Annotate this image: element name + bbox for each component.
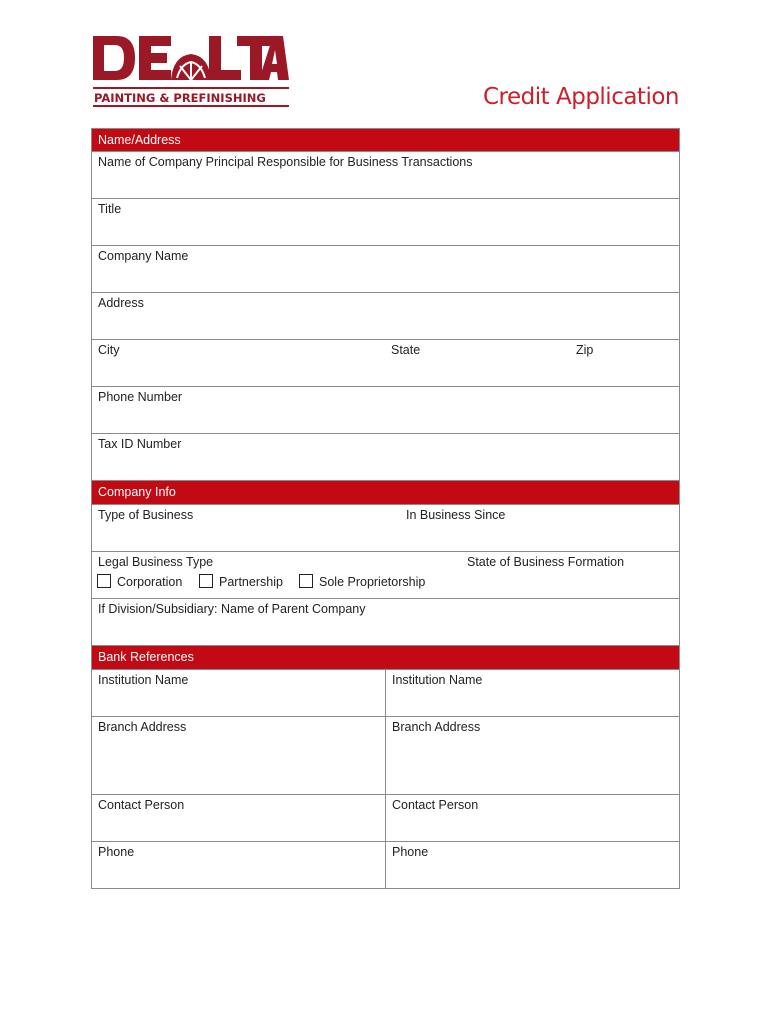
- tax-id-field[interactable]: [91, 434, 680, 481]
- institution-field-2[interactable]: [386, 670, 679, 716]
- state-of-formation-label: State of Business Formation: [467, 555, 625, 569]
- checkbox-icon[interactable]: [199, 574, 213, 588]
- type-of-business-label: Type of Business: [98, 508, 194, 522]
- tax-id-label: Tax ID Number: [98, 437, 182, 451]
- contact-person-label: Contact Person: [98, 798, 185, 812]
- phone-number-label: Phone Number: [98, 390, 183, 404]
- delta-logo: [91, 32, 290, 108]
- bank-phone-label: Phone: [392, 845, 429, 859]
- section-header-bank-references: Bank References: [91, 646, 680, 670]
- branch-address-field-1[interactable]: [92, 717, 386, 794]
- corporation-label: Corporation: [117, 575, 183, 589]
- partnership-label: Partnership: [219, 575, 283, 589]
- contact-person-label: Contact Person: [392, 798, 479, 812]
- city-label: City: [98, 343, 120, 357]
- bank-phone-label: Phone: [98, 845, 135, 859]
- logo-tagline: PAINTING & PREFINISHING: [94, 91, 266, 105]
- principal-field[interactable]: [91, 152, 680, 199]
- phone-number-field[interactable]: [91, 387, 680, 434]
- principal-label: Name of Company Principal Responsible for Business Transactions: [98, 155, 473, 169]
- contact-person-field-2[interactable]: [386, 795, 679, 841]
- institution-field-1[interactable]: [92, 670, 386, 716]
- company-name-field[interactable]: [91, 246, 680, 293]
- branch-address-label: Branch Address: [98, 720, 187, 734]
- address-field[interactable]: [91, 293, 680, 340]
- state-label: State: [391, 343, 421, 357]
- parent-company-label: If Division/Subsidiary: Name of Parent Company: [98, 602, 366, 616]
- parent-company-field[interactable]: [91, 599, 680, 646]
- title-label: Title: [98, 202, 122, 216]
- address-label: Address: [98, 296, 144, 310]
- branch-address-field-2[interactable]: [386, 717, 679, 794]
- corporation-option[interactable]: [97, 574, 182, 589]
- bank-phone-field-1[interactable]: [92, 842, 386, 888]
- section-header-company-info: Company Info: [91, 481, 680, 505]
- sole-proprietorship-option[interactable]: [299, 574, 425, 589]
- type-of-business-field[interactable]: [91, 505, 680, 552]
- institution-label: Institution Name: [392, 673, 483, 687]
- partnership-option[interactable]: [199, 574, 283, 589]
- institution-row: [91, 670, 680, 717]
- checkbox-icon[interactable]: [97, 574, 111, 588]
- credit-form: [91, 128, 680, 889]
- city-state-zip-field[interactable]: [91, 340, 680, 387]
- bank-phone-row: [91, 842, 680, 889]
- checkbox-icon[interactable]: [299, 574, 313, 588]
- section-header-name-address: Name/Address: [91, 128, 680, 152]
- zip-label: Zip: [576, 343, 594, 357]
- bank-phone-field-2[interactable]: [386, 842, 679, 888]
- contact-person-field-1[interactable]: [92, 795, 386, 841]
- company-name-label: Company Name: [98, 249, 189, 263]
- branch-address-row: [91, 717, 680, 795]
- contact-person-row: [91, 795, 680, 842]
- legal-business-type-field: [91, 552, 680, 599]
- title-field[interactable]: [91, 199, 680, 246]
- branch-address-label: Branch Address: [392, 720, 481, 734]
- legal-business-type-label: Legal Business Type: [98, 555, 214, 569]
- in-business-since-label: In Business Since: [406, 508, 506, 522]
- page-title: Credit Application: [483, 84, 679, 110]
- institution-label: Institution Name: [98, 673, 189, 687]
- sole-proprietorship-label: Sole Proprietorship: [319, 575, 426, 589]
